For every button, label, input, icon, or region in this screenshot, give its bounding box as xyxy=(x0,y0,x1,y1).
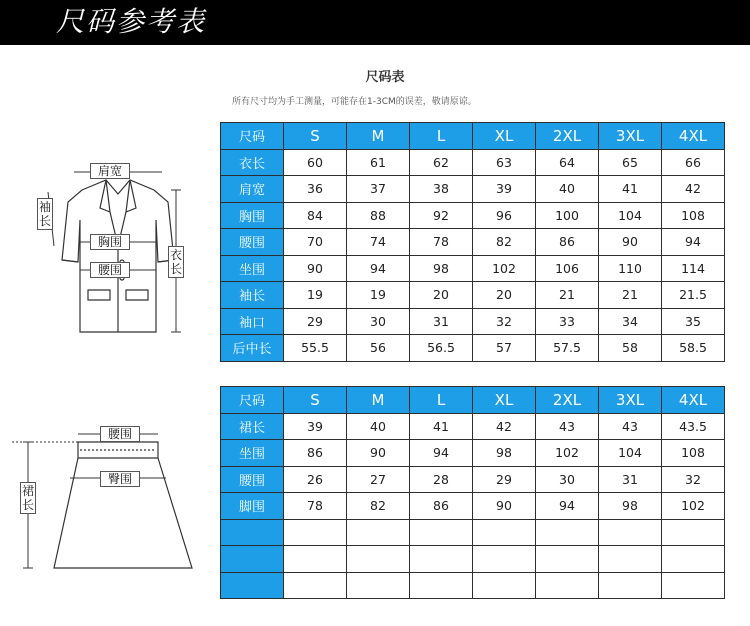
value-cell: 37 xyxy=(347,176,410,203)
jacket-label-waist: 腰围 xyxy=(90,262,130,278)
table-row xyxy=(221,282,725,309)
table-header-row xyxy=(221,123,725,150)
row-label-cell: 袖长 xyxy=(221,282,284,309)
size-header-cell: M xyxy=(347,387,410,414)
value-cell: 90 xyxy=(284,255,347,282)
value-cell: 94 xyxy=(347,255,410,282)
row-label-cell: 袖口 xyxy=(221,308,284,335)
value-cell: 60 xyxy=(284,149,347,176)
value-cell xyxy=(536,519,599,546)
row-label-cell xyxy=(221,546,284,573)
value-cell: 32 xyxy=(473,308,536,335)
value-cell: 62 xyxy=(410,149,473,176)
value-cell: 102 xyxy=(536,440,599,467)
value-cell: 86 xyxy=(536,229,599,256)
size-header-cell: L xyxy=(410,387,473,414)
size-header-cell: 3XL xyxy=(599,387,662,414)
row-label-cell: 脚围 xyxy=(221,493,284,520)
table-row xyxy=(221,572,725,599)
value-cell: 88 xyxy=(347,202,410,229)
value-cell xyxy=(410,572,473,599)
value-cell: 31 xyxy=(410,308,473,335)
value-cell: 29 xyxy=(473,466,536,493)
value-cell: 21 xyxy=(599,282,662,309)
jacket-label-sleeve: 袖长 xyxy=(38,200,51,228)
value-cell: 39 xyxy=(473,176,536,203)
value-cell: 110 xyxy=(599,255,662,282)
value-cell: 61 xyxy=(347,149,410,176)
table-row xyxy=(221,466,725,493)
table-row xyxy=(221,149,725,176)
header-label-cell: 尺码 xyxy=(221,387,284,414)
value-cell: 92 xyxy=(410,202,473,229)
value-cell: 100 xyxy=(536,202,599,229)
value-cell: 78 xyxy=(284,493,347,520)
skirt-label-waist: 腰围 xyxy=(100,426,140,442)
header-label-cell: 尺码 xyxy=(221,123,284,150)
value-cell: 32 xyxy=(662,466,725,493)
value-cell: 31 xyxy=(599,466,662,493)
value-cell: 98 xyxy=(599,493,662,520)
value-cell: 58 xyxy=(599,335,662,362)
skirt-label-length: 裙长 xyxy=(21,484,34,512)
row-label-cell xyxy=(221,572,284,599)
value-cell: 56.5 xyxy=(410,335,473,362)
value-cell xyxy=(473,572,536,599)
value-cell xyxy=(347,519,410,546)
value-cell: 86 xyxy=(410,493,473,520)
value-cell: 90 xyxy=(473,493,536,520)
value-cell: 35 xyxy=(662,308,725,335)
value-cell: 65 xyxy=(599,149,662,176)
value-cell: 64 xyxy=(536,149,599,176)
jacket-label-length: 衣长 xyxy=(169,248,182,276)
page-title: 尺码参考表 xyxy=(56,5,207,38)
value-cell: 20 xyxy=(410,282,473,309)
value-cell: 104 xyxy=(599,202,662,229)
table-row xyxy=(221,229,725,256)
value-cell xyxy=(347,546,410,573)
value-cell: 40 xyxy=(536,176,599,203)
value-cell: 104 xyxy=(599,440,662,467)
value-cell xyxy=(599,519,662,546)
value-cell: 82 xyxy=(473,229,536,256)
value-cell: 41 xyxy=(410,413,473,440)
value-cell xyxy=(662,546,725,573)
value-cell: 84 xyxy=(284,202,347,229)
size-header-cell: S xyxy=(284,387,347,414)
value-cell: 94 xyxy=(662,229,725,256)
jacket-label-shoulder: 肩宽 xyxy=(90,163,130,179)
size-header-cell: 4XL xyxy=(662,387,725,414)
value-cell: 58.5 xyxy=(662,335,725,362)
value-cell xyxy=(536,546,599,573)
value-cell xyxy=(536,572,599,599)
table-header-row xyxy=(221,387,725,414)
value-cell: 33 xyxy=(536,308,599,335)
table-row xyxy=(221,440,725,467)
value-cell xyxy=(410,519,473,546)
value-cell xyxy=(284,519,347,546)
value-cell: 30 xyxy=(536,466,599,493)
value-cell: 21 xyxy=(536,282,599,309)
value-cell: 34 xyxy=(599,308,662,335)
value-cell: 43.5 xyxy=(662,413,725,440)
jacket-figure xyxy=(18,150,218,350)
size-header-cell: XL xyxy=(473,123,536,150)
table-row xyxy=(221,493,725,520)
value-cell: 108 xyxy=(662,202,725,229)
table-row xyxy=(221,546,725,573)
value-cell: 78 xyxy=(410,229,473,256)
size-header-cell: 2XL xyxy=(536,123,599,150)
value-cell: 42 xyxy=(473,413,536,440)
value-cell: 36 xyxy=(284,176,347,203)
table-row xyxy=(221,202,725,229)
value-cell: 27 xyxy=(347,466,410,493)
row-label-cell: 肩宽 xyxy=(221,176,284,203)
value-cell: 56 xyxy=(347,335,410,362)
jacket-size-table xyxy=(220,122,725,362)
value-cell xyxy=(662,572,725,599)
value-cell: 20 xyxy=(473,282,536,309)
size-header-cell: S xyxy=(284,123,347,150)
value-cell: 19 xyxy=(284,282,347,309)
skirt-size-table xyxy=(220,386,725,599)
value-cell: 66 xyxy=(662,149,725,176)
table-row xyxy=(221,308,725,335)
value-cell xyxy=(473,519,536,546)
value-cell: 19 xyxy=(347,282,410,309)
table-row xyxy=(221,519,725,546)
value-cell: 114 xyxy=(662,255,725,282)
value-cell: 74 xyxy=(347,229,410,256)
value-cell xyxy=(599,546,662,573)
value-cell: 43 xyxy=(599,413,662,440)
value-cell: 98 xyxy=(410,255,473,282)
row-label-cell: 腰围 xyxy=(221,466,284,493)
size-header-cell: M xyxy=(347,123,410,150)
table-row xyxy=(221,176,725,203)
row-label-cell: 衣长 xyxy=(221,149,284,176)
value-cell xyxy=(473,546,536,573)
value-cell: 57.5 xyxy=(536,335,599,362)
jacket-drawing xyxy=(18,150,218,350)
skirt-drawing xyxy=(8,420,208,580)
value-cell: 90 xyxy=(347,440,410,467)
value-cell: 39 xyxy=(284,413,347,440)
value-cell: 98 xyxy=(473,440,536,467)
value-cell: 90 xyxy=(599,229,662,256)
row-label-cell: 裙长 xyxy=(221,413,284,440)
value-cell: 86 xyxy=(284,440,347,467)
row-label-cell: 胸围 xyxy=(221,202,284,229)
row-label-cell: 后中长 xyxy=(221,335,284,362)
value-cell: 28 xyxy=(410,466,473,493)
value-cell: 26 xyxy=(284,466,347,493)
header-bar xyxy=(0,0,750,45)
row-label-cell: 坐围 xyxy=(221,440,284,467)
value-cell: 38 xyxy=(410,176,473,203)
row-label-cell: 坐围 xyxy=(221,255,284,282)
value-cell: 63 xyxy=(473,149,536,176)
jacket-label-chest: 胸围 xyxy=(90,234,130,250)
value-cell: 108 xyxy=(662,440,725,467)
value-cell: 106 xyxy=(536,255,599,282)
value-cell: 40 xyxy=(347,413,410,440)
size-header-cell: XL xyxy=(473,387,536,414)
value-cell xyxy=(284,572,347,599)
value-cell: 41 xyxy=(599,176,662,203)
value-cell xyxy=(662,519,725,546)
row-label-cell xyxy=(221,519,284,546)
value-cell: 43 xyxy=(536,413,599,440)
table-row xyxy=(221,413,725,440)
size-header-cell: 3XL xyxy=(599,123,662,150)
value-cell xyxy=(284,546,347,573)
size-header-cell: 4XL xyxy=(662,123,725,150)
value-cell: 21.5 xyxy=(662,282,725,309)
value-cell: 42 xyxy=(662,176,725,203)
value-cell: 102 xyxy=(662,493,725,520)
skirt-label-hip: 臀围 xyxy=(100,471,140,487)
value-cell xyxy=(410,546,473,573)
value-cell: 55.5 xyxy=(284,335,347,362)
value-cell xyxy=(347,572,410,599)
doc-title: 尺码表 xyxy=(365,70,405,85)
value-cell: 102 xyxy=(473,255,536,282)
skirt-figure xyxy=(8,420,208,580)
value-cell: 82 xyxy=(347,493,410,520)
table-row xyxy=(221,335,725,362)
doc-note: 所有尺寸均为手工测量，可能存在1-3CM的误差，敬请原谅。 xyxy=(232,97,477,107)
value-cell: 94 xyxy=(536,493,599,520)
value-cell: 29 xyxy=(284,308,347,335)
value-cell xyxy=(599,572,662,599)
value-cell: 57 xyxy=(473,335,536,362)
value-cell: 96 xyxy=(473,202,536,229)
table-row xyxy=(221,255,725,282)
size-header-cell: 2XL xyxy=(536,387,599,414)
value-cell: 94 xyxy=(410,440,473,467)
row-label-cell: 腰围 xyxy=(221,229,284,256)
size-header-cell: L xyxy=(410,123,473,150)
value-cell: 70 xyxy=(284,229,347,256)
value-cell: 30 xyxy=(347,308,410,335)
